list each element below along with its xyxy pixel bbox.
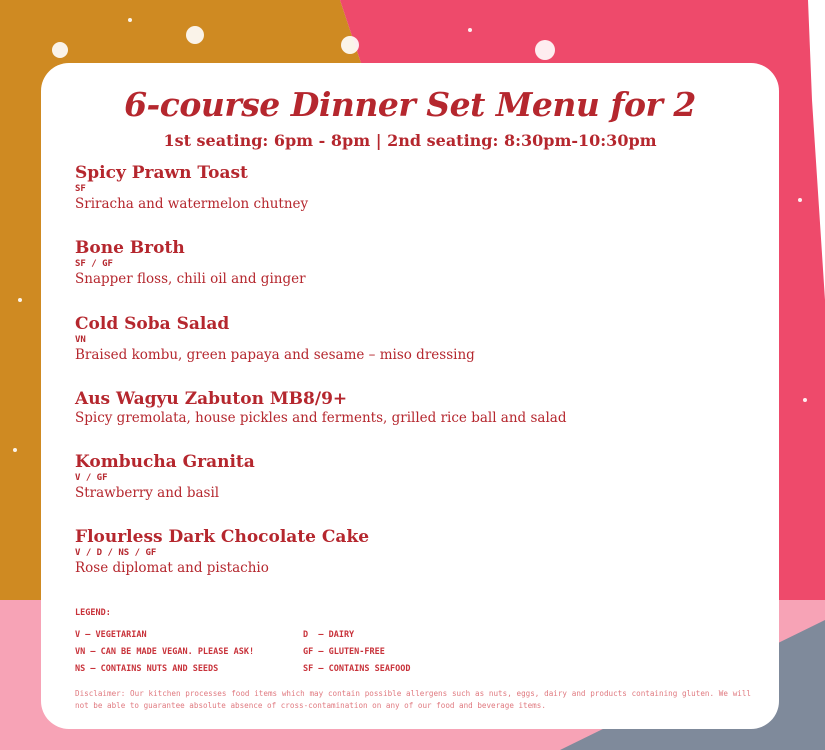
menu-title: 6-course Dinner Set Menu for 2 bbox=[124, 85, 696, 124]
course-tags: SF bbox=[75, 184, 86, 194]
course-tags: V / D / NS / GF bbox=[75, 548, 157, 558]
course-name: Aus Wagyu Zabuton MB8/9+ bbox=[75, 389, 348, 409]
course-item bbox=[75, 527, 369, 577]
legend-item: GF – GLUTEN-FREE bbox=[303, 647, 385, 657]
course-desc: Snapper floss, chili oil and ginger bbox=[75, 271, 306, 287]
course-name: Flourless Dark Chocolate Cake bbox=[75, 527, 370, 547]
course-tags: VN bbox=[75, 335, 86, 345]
course-item bbox=[75, 452, 255, 502]
legend-title: LEGEND: bbox=[75, 608, 111, 618]
disclaimer: Disclaimer: Our kitchen processes food items which may contain possible allergens such as nuts, eggs, dairy and products containing gluten. We will not be able to guarantee absolute absence of cross-contamination on any of our food and beverage items. bbox=[75, 689, 751, 710]
legend-item: VN – CAN BE MADE VEGAN. PLEASE ASK! bbox=[75, 647, 255, 657]
course-desc: Spicy gremolata, house pickles and ferments, grilled rice ball and salad bbox=[75, 410, 567, 426]
course-desc: Braised kombu, green papaya and sesame – miso dressing bbox=[75, 347, 475, 363]
course-item bbox=[75, 238, 306, 288]
course-name: Spicy Prawn Toast bbox=[75, 163, 248, 183]
course-item bbox=[75, 314, 475, 364]
course-name: Kombucha Granita bbox=[75, 452, 255, 472]
legend-item: V – VEGETARIAN bbox=[75, 630, 147, 640]
course-desc: Strawberry and basil bbox=[75, 485, 220, 501]
course-tags: SF / GF bbox=[75, 259, 113, 269]
course-name: Bone Broth bbox=[75, 238, 185, 258]
seating-times: 1st seating: 6pm - 8pm | 2nd seating: 8:30pm-10:30pm bbox=[163, 131, 657, 150]
course-tags: V / GF bbox=[75, 473, 108, 483]
course-desc: Rose diplomat and pistachio bbox=[75, 560, 269, 576]
course-name: Cold Soba Salad bbox=[75, 314, 230, 334]
course-item bbox=[75, 163, 308, 213]
course-item bbox=[75, 389, 566, 427]
course-desc: Sriracha and watermelon chutney bbox=[75, 196, 309, 212]
legend-item: NS – CONTAINS NUTS AND SEEDS bbox=[75, 664, 219, 674]
legend-item: D – DAIRY bbox=[303, 630, 355, 640]
menu-card bbox=[41, 63, 779, 729]
legend-item: SF – CONTAINS SEAFOOD bbox=[303, 664, 411, 674]
